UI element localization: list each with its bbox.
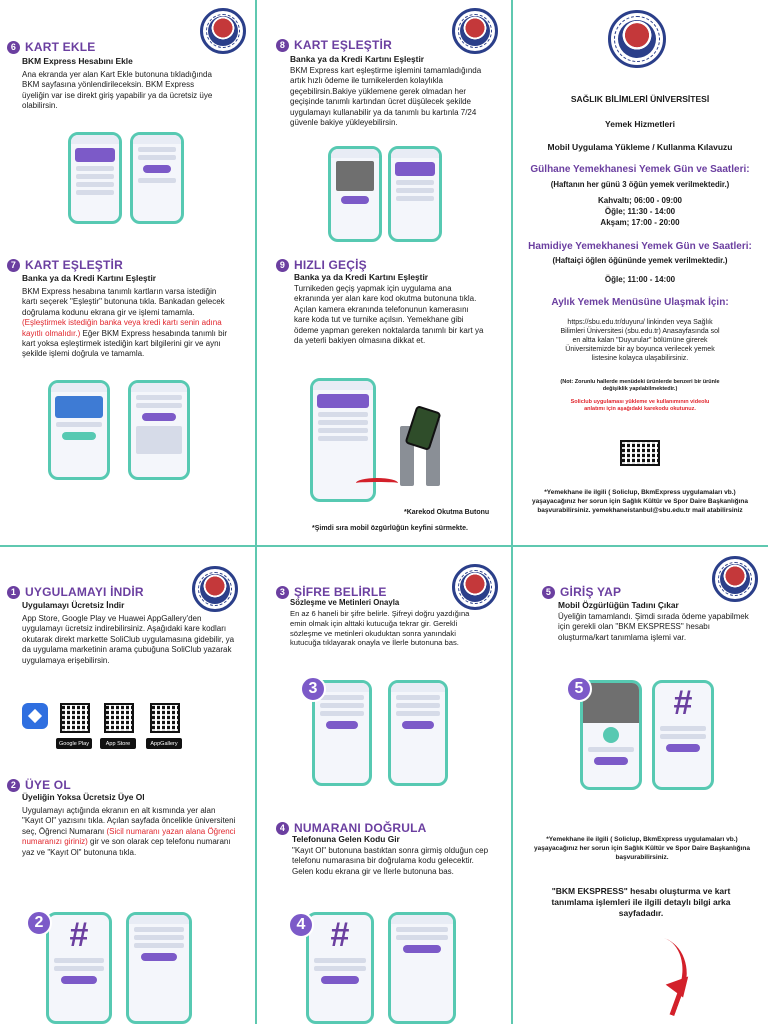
app-gallery-badge[interactable]: AppGallery xyxy=(146,738,182,749)
qr-code-icon[interactable] xyxy=(60,703,90,733)
turnstile-image xyxy=(392,408,448,490)
phone-screenshot xyxy=(388,146,442,242)
section-subtitle: Telefonuna Gelen Kodu Gir xyxy=(292,834,400,844)
gulhane-time: Öğle; 11:30 - 14:00 xyxy=(604,207,676,216)
university-seal-icon xyxy=(192,566,238,612)
section-body: BKM Express kart eşleştirme işlemini tamamladığında artık hızlı ödeme ile turnikelerden kolaylıkla geçebilirsin.Bakiye yüklemene gerek olmadan her geçişinde tanımlı kartından ücret düşülecek şekilde uygulamayı kullanabilir ya da tanımlı bu kartınla 7/24 güvenle bakiye yükleyebilirsin. xyxy=(290,66,482,128)
section-subtitle: BKM Express Hesabını Ekle xyxy=(22,56,133,66)
column-divider xyxy=(511,0,513,1024)
section-body: En az 6 haneli bir şifre belirle. Şifreyi doğru yazdığına emin olmak için alttaki kutucuğa tekrar gir. Gerekli sözleşme ve metinleri okuduktan sonra yanındaki kutucuğa tıklayarak onayla ve İlerle butonuna bas. xyxy=(290,609,470,648)
step-badge: 3 xyxy=(300,676,326,702)
hamidiye-title: Hamidiye Yemekhanesi Yemek Gün ve Saatleri: xyxy=(528,241,752,252)
arrow-icon xyxy=(356,478,398,488)
menu-title: Aylık Yemek Menüsüne Ulaşmak İçin: xyxy=(551,297,729,308)
phone-screenshot: # xyxy=(306,912,374,1024)
section-body: Turnikeden geçiş yapmak için uygulama ana ekranında yer alan kare kod okutma butonuna tıkla. Açılan kamera ekranında telefonunun kamerasını kare koda tut ve turnike açılsın. Yemekhane gibi ödeme yapman gereken noktalarda tanımlı bir kart ya da yeterli bakiyen olmasına dikkat et. xyxy=(294,284,484,346)
university-seal-icon xyxy=(608,10,666,68)
hamidiye-time: Öğle; 11:00 - 14:00 xyxy=(604,275,676,284)
menu-body: https://sbu.edu.tr/duyuru/ linkinden veya Sağlık Bilimleri Üniversitesi (sbu.edu.tr) Anasayfasında sol en altta kalan "Duyurular" bölümüne girerek Üniversitemizde bir ay boyunca verilecek yemek listesine kolayca ulaşabilirsiniz. xyxy=(560,319,720,362)
section-title-uygulamayi-indir: 1 UYGULAMAYI İNDİR xyxy=(7,585,144,599)
section-subtitle: Sözleşme ve Metinleri Onayla xyxy=(290,598,400,607)
university-seal-icon xyxy=(452,564,498,610)
section-body: Ana ekranda yer alan Kart Ekle butonuna tıkladığında BKM sayfasına yönlendirileceksin. BKM Express üyeliğin var ise direkt giriş yapabilir ya da ücretsiz üye olabilirsin. xyxy=(22,70,213,111)
section-body: BKM Express hesabına tanımlı kartların varsa istediğin kartı seçerek "Eşleştir" butonuna tıkla. Bankadan gelecek doğrulama kodunu ekrana gir ve işlemi tamamla. (Eşleştirmek istediğin banka veya kredi kartı senin adına kayıtlı olmalıdır.) Eğer BKM Express hesabında tanımlı bir kart yoksa eşleştirmek istediğin kart bilgilerini gir ve aynı şekilde işlemi doğrula ve tamamla. xyxy=(22,287,227,359)
gulhane-subtitle: (Haftanın her günü 3 öğün yemek verilmektedir.) xyxy=(550,180,730,189)
phone-screenshot xyxy=(328,146,382,242)
section-title-uye-ol: 2 ÜYE OL xyxy=(7,778,71,792)
step-badge: 2 xyxy=(26,910,52,936)
bkm-info-note: "BKM EKSPRESS" hesabı oluşturma ve kart tanımlama işlemleri ile ilgili detaylı bilgi arka sayfadadır. xyxy=(551,886,731,918)
section-body: Üyeliğin tamamlandı. Şimdi sırada ödeme yapabilmek için gerekli olan "BKM EKSPRESS" hesabı oluşturma/kart tanımlama işlemi var. xyxy=(558,612,749,642)
section-subtitle: Üyeliğin Yoksa Ücretsiz Üye Ol xyxy=(22,792,145,802)
gulhane-time: Kahvaltı; 06:00 - 09:00 xyxy=(597,196,683,205)
phone-screenshot xyxy=(388,680,448,786)
qr-code-icon[interactable] xyxy=(150,703,180,733)
section-title-kart-eslestir: 7 KART EŞLEŞTİR xyxy=(7,258,123,272)
contact-note: *Yemekhane ile ilgili ( Soliclup, BkmExpress uygulamaları vb.) yaşayacağınız her sorun için Sağlık Kültür ve Spor Daire Başkanlığına başvurabilirsiniz. yemekhaneistanbul@sbu.edu.tr mail atabilirsiniz xyxy=(531,489,749,514)
section-title-sifre-belirle: 3 ŞİFRE BELİRLE xyxy=(276,585,387,599)
phone-screenshot xyxy=(68,132,122,224)
university-name: SAĞLIK BİLİMLERİ ÜNİVERSİTESİ xyxy=(570,94,710,104)
section-subtitle: Banka ya da Kredi Kartını Eşleştir xyxy=(290,54,425,64)
university-seal-icon xyxy=(712,556,758,602)
section-title-hizli-gecis: 9 HIZLI GEÇİŞ xyxy=(276,258,367,272)
phone-screenshot xyxy=(126,912,192,1024)
column-divider xyxy=(255,0,257,1024)
phone-screenshot xyxy=(48,380,110,480)
service-title: Yemek Hizmetleri xyxy=(605,119,675,129)
phone-screenshot: # xyxy=(652,680,714,790)
qr-button-label: *Karekod Okutma Butonu xyxy=(404,509,490,516)
section-title-giris-yap: 5 GİRİŞ YAP xyxy=(542,585,621,599)
section-body: App Store, Google Play ve Huawei AppGallery'den uygulamayı ücretsiz indirebilirsiniz. Aşağıdaki kare kodları okutarak direkt markette SoliClub uygulamasına gidebilir, ya da uygulama marketinin arama çubuğuna SoliClub yazarak uygulamaya erişebilirsin. xyxy=(22,614,235,665)
step-number: 6 xyxy=(7,41,20,54)
fold-divider xyxy=(0,545,768,547)
section-subtitle: Banka ya da Kredi Kartını Eşleştir xyxy=(22,273,157,283)
phone-screenshot xyxy=(130,132,184,224)
university-seal-icon xyxy=(200,8,246,54)
guide-title: Mobil Uygulama Yükleme / Kullanma Kılavuzu xyxy=(547,142,733,152)
gulhane-time: Akşam; 17:00 - 20:00 xyxy=(600,218,680,227)
section-body: "Kayıt Ol" butonuna bastıktan sonra girmiş olduğun cep telefonu numarasına bir doğrulama kodu gelecektir. Gelen kodu ekrana gir ve İlerle butonuna bas. xyxy=(292,846,489,876)
menu-note: (Not: Zorunlu hallerde menüdeki ürünlerde benzeri bir ürünle değişiklik yapılabilmektedir.) xyxy=(560,379,720,392)
contact-note: *Yemekhane ile ilgili ( Soliclup, BkmExpress uygulamaları vb.) yaşayacağınız her sorun için Sağlık Kültür ve Spor Daire Başkanlığına başvurabilirsiniz. xyxy=(533,836,751,861)
gulhane-title: Gülhane Yemekhanesi Yemek Gün ve Saatleri: xyxy=(530,164,750,175)
phone-screenshot: # xyxy=(46,912,112,1024)
section-subtitle: Banka ya da Kredi Kartını Eşleştir xyxy=(294,272,429,282)
qr-code-icon[interactable] xyxy=(620,440,660,466)
app-store-badge[interactable]: App Store xyxy=(100,738,136,749)
phone-screenshot xyxy=(388,912,456,1024)
video-note: Soliclub uygulaması yükleme ve kullanımının videolu anlatımı için aşağıdaki karekodu okutunuz. xyxy=(570,399,710,412)
google-play-badge[interactable]: Google Play xyxy=(56,738,92,749)
footnote: *Şimdi sıra mobil özgürlüğün keyfini sürmekte. xyxy=(312,525,468,532)
section-subtitle: Uygulamayı Ücretsiz İndir xyxy=(22,600,125,610)
section-subtitle: Mobil Özgürlüğün Tadını Çıkar xyxy=(558,600,679,610)
section-title-kart-eslestir-2: 8 KART EŞLEŞTİR xyxy=(276,38,392,52)
section-title-numarani-dogrula: 4 NUMARANI DOĞRULA xyxy=(276,821,427,835)
step-badge: 5 xyxy=(566,676,592,702)
step-badge: 4 xyxy=(288,912,314,938)
section-body: Uygulamayı açtığında ekranın en alt kısmında yer alan "Kayıt Ol" yazısını tıkla. Açılan sayfada öncelikle üniversiteni seç, Öğrenci Numaranı (Sicil numaranı yazan alana Öğrenci numaranızı giriniz) gir ve son olarak cep telefonu numaranı yaz ve "Kayıt Ol" butonuna tıkla. xyxy=(22,806,236,857)
arrow-icon xyxy=(618,930,698,1016)
soliclub-app-icon xyxy=(22,703,48,729)
hamidiye-subtitle: (Haftaiçi öğlen öğününde yemek verilmektedir.) xyxy=(552,256,728,265)
university-seal-icon xyxy=(452,8,498,54)
section-title-kart-ekle: 6 KART EKLE xyxy=(7,40,95,54)
qr-code-icon[interactable] xyxy=(104,703,134,733)
phone-screenshot xyxy=(128,380,190,480)
